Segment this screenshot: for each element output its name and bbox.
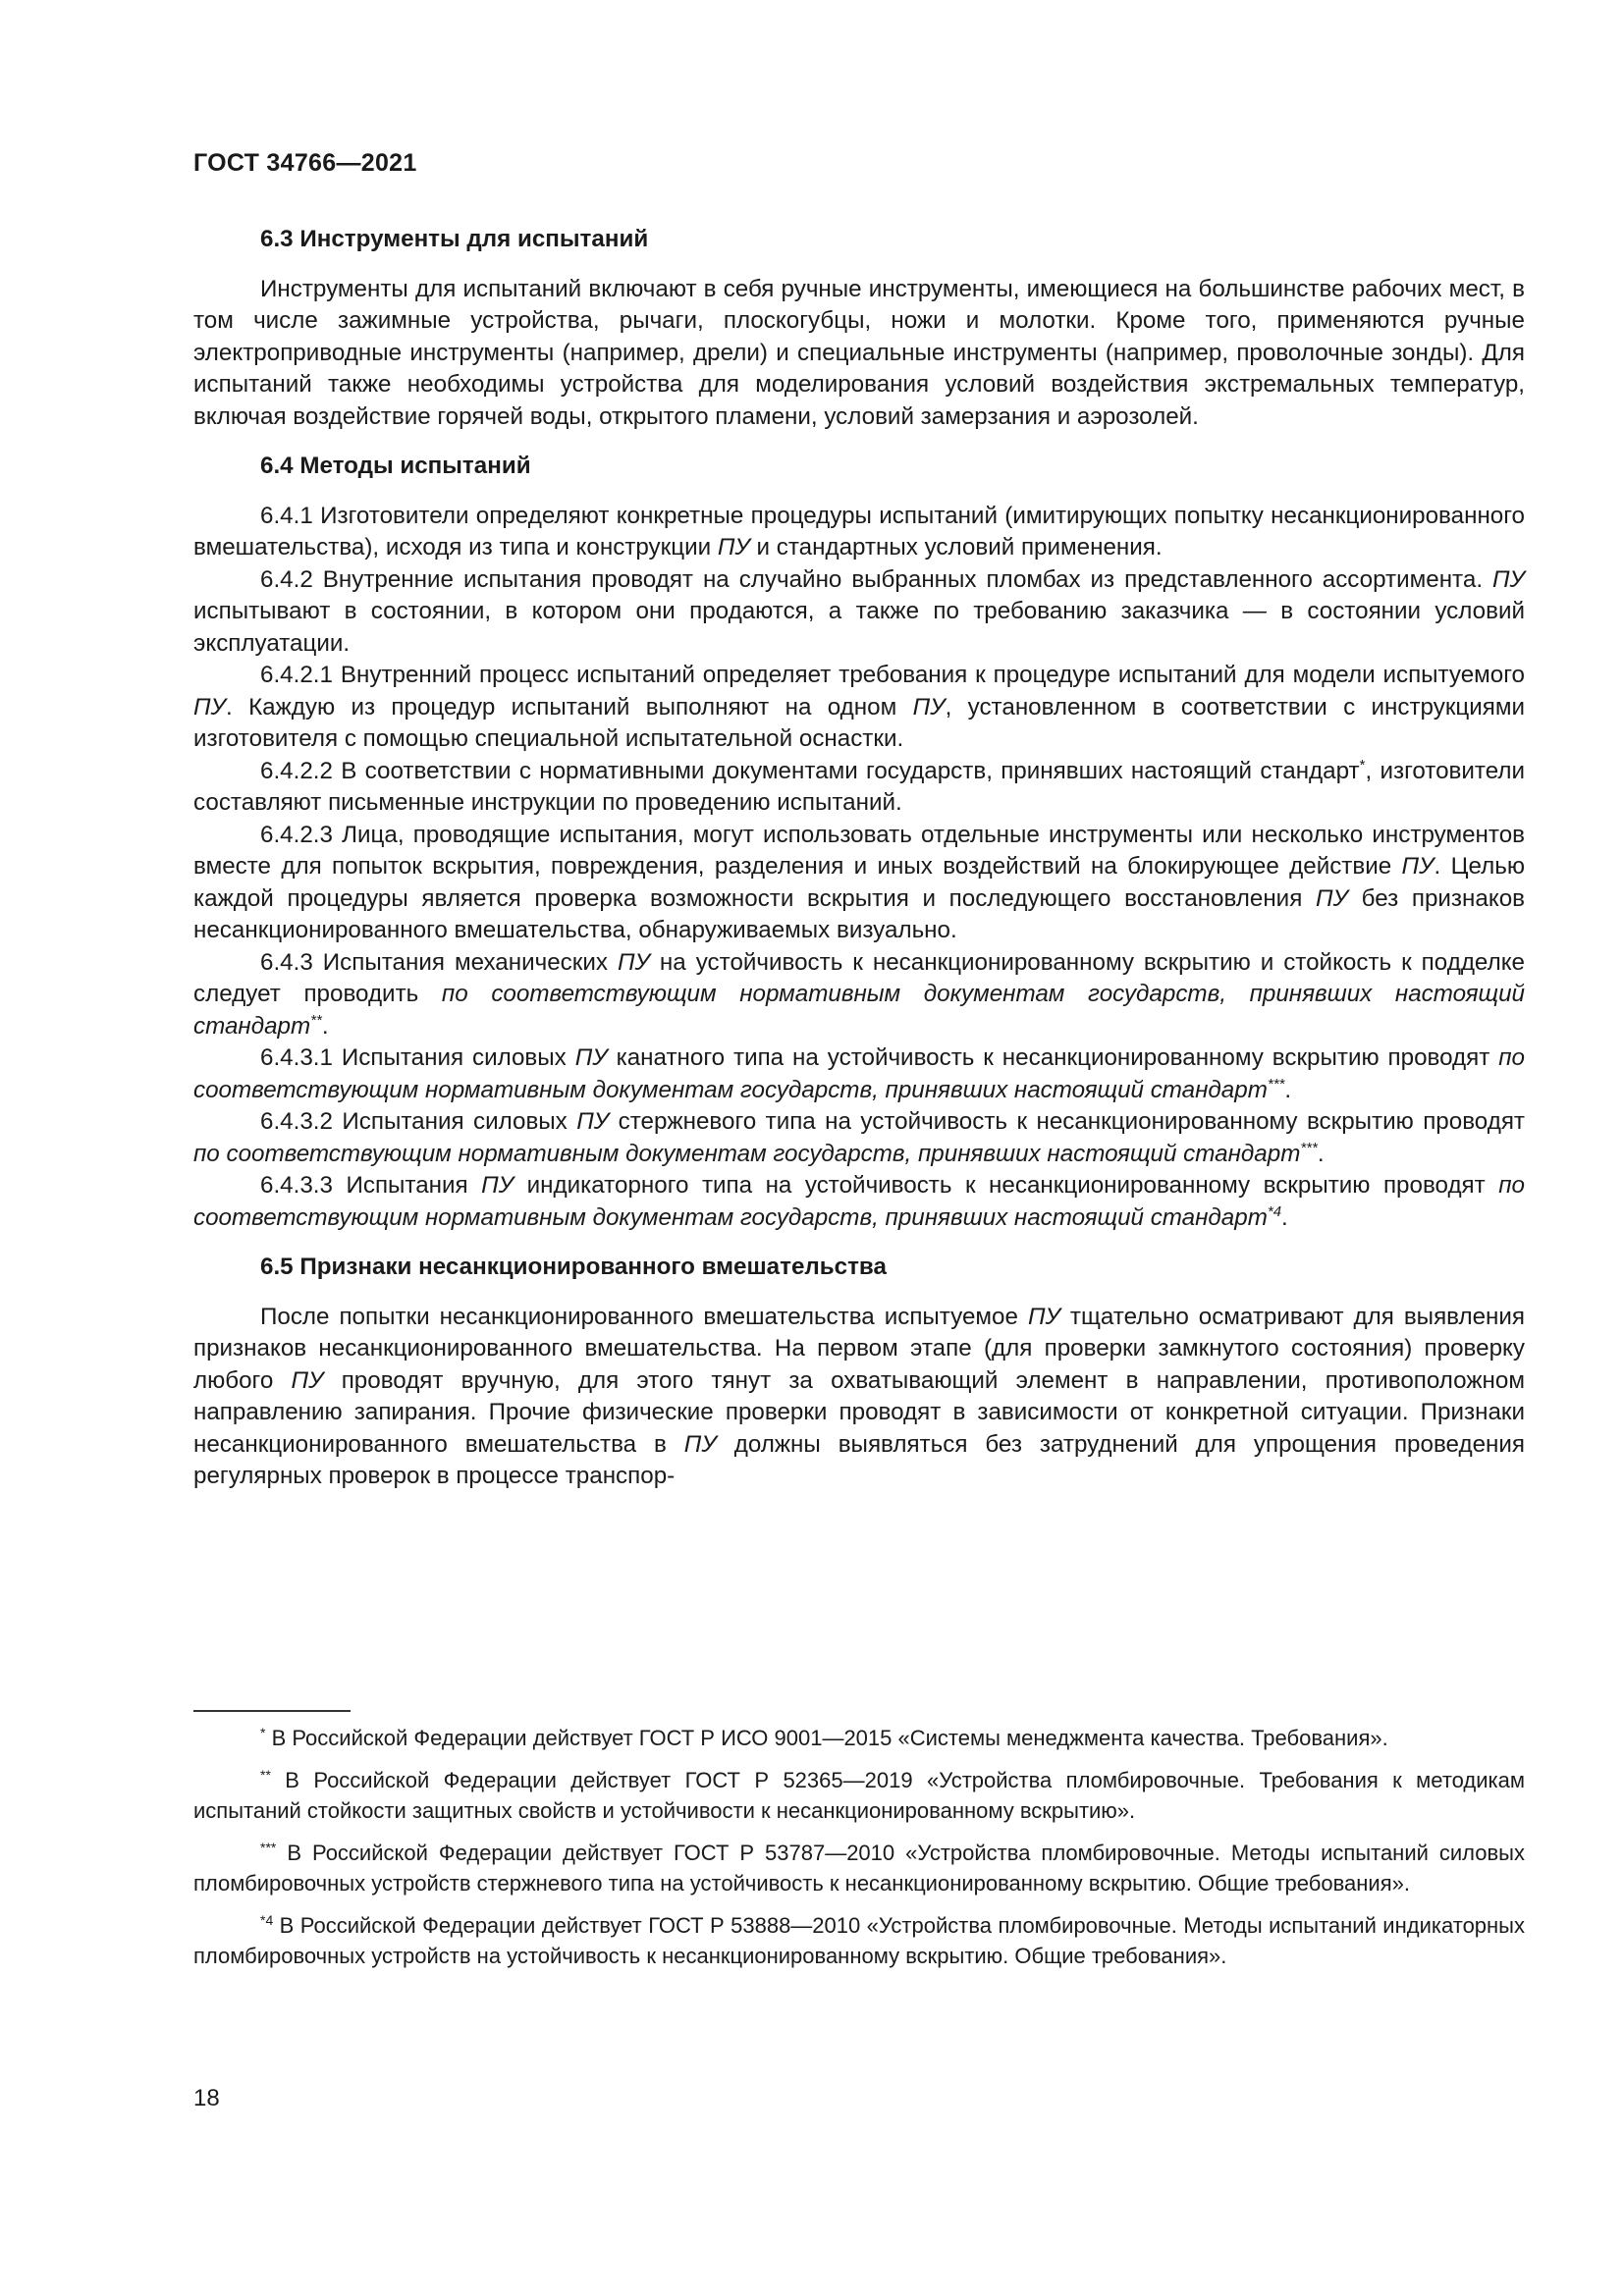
section-title-6-4: 6.4 Методы испытаний — [260, 453, 531, 479]
paragraph-6-4-2-3: 6.4.2.3 Лица, проводящие испытания, могут использовать отдельные инструменты или несколько инструментов вместе для попыток вскрытия, повреждения, разделения и иных воздействий на блокирующее действие ПУ. Целью каждой процедуры является проверка возможности вскрытия и последующего восстановления ПУ без признаков несанкционированного вмешательства, обнаруживаемых визуально. — [193, 821, 1525, 943]
body-text — [193, 224, 1525, 1493]
footnote-1: * В Российской Федерации действует ГОСТ Р ИСО 9001—2015 «Системы менеджмента качества. Требования». — [260, 1725, 1388, 1750]
footnote-ref[interactable]: ** — [310, 1011, 322, 1029]
footnotes — [193, 1723, 1525, 1983]
footnote-ref[interactable]: *4 — [1267, 1202, 1282, 1220]
paragraph-6-3: Инструменты для испытаний включают в себя ручные инструменты, имеющиеся на большинстве рабочих мест, в том числе зажимные устройства, рычаги, плоскогубцы, ножи и молотки. Кроме того, применяются ручные электроприводные инструменты (например, дрели) и специальные инструменты (например, проволочные зонды). Для испытаний также необходимы устройства для моделирования условий воздействия экстремальных температур, включая воздействие горячей воды, открытого пламени, условий замерзания и аэрозолей. — [193, 275, 1525, 430]
footnote-4: $^{*4}$ В Российской Федерации действует ГОСТ Р 53888—2010 «Устройства пломбировочные. Методы испытаний индикаторных пломбировочных устройств на устойчивость к несанкционированному вскрытию. Общие требования». — [193, 1912, 1525, 1968]
footnote-ref[interactable]: * — [1359, 756, 1366, 774]
paragraph-6-4-2: 6.4.2 Внутренние испытания проводят на случайно выбранных пломбах из представленного ассортимента. ПУ испытывают в состоянии, в котором они продаются, а также по требованию заказчика — в состоянии условий эксплуатации. — [193, 565, 1525, 657]
paragraph-6-4-1: 6.4.1 Изготовители определяют конкретные процедуры испытаний (имитирующих попытку несанкционированного вмешательства), исходя из типа и конструкции ПУ и стандартных условий применения. — [193, 502, 1525, 561]
paragraph-6-4-2-2: 6.4.2.2 В соответствии с нормативными документами государств, принявших настоящий стандарт*, изготовители составляют письменные инструкции по проведению испытаний. — [193, 756, 1525, 816]
document-page — [193, 0, 1525, 2296]
paragraph-6-4-3-1: 6.4.3.1 Испытания силовых ПУ канатного типа на устойчивость к несанкционированному вскрытию проводят по соответствующим нормативным документам государств, принявших настоящий стандарт***. — [193, 1044, 1525, 1103]
paragraph-6-4-2-1: 6.4.2.1 Внутренний процесс испытаний определяет требования к процедуре испытаний для модели испытуемого ПУ. Каждую из процедур испытаний выполняют на одном ПУ, установленном в соответствии с инструкциями изготовителя с помощью специальной испытательной оснастки. — [193, 662, 1526, 752]
paragraph-6-5: После попытки несанкционированного вмешательства испытуемое ПУ тщательно осматривают для выявления признаков несанкционированного вмешательства. На первом этапе (для проверки замкнутого состояния) проверку любого ПУ проводят вручную, для этого тянут за охватывающий элемент в направлении, противоположном направлению запирания. Прочие физические проверки проводят в зависимости от конкретной ситуации. Признаки несанкционированного вмешательства в ПУ должны выявляться без затруднений для упрощения проведения регулярных проверок в процессе транспор- — [193, 1303, 1525, 1489]
footnote-ref[interactable]: *** — [1300, 1139, 1318, 1156]
footnote-3: *** В Российской Федерации действует ГОСТ Р 53787—2010 «Устройства пломбировочные. Методы испытаний силовых пломбировочных устройств стержневого типа на устойчивость к несанкционированному вскрытию. Общие требования». — [193, 1840, 1525, 1896]
page-number: 18 — [193, 2085, 220, 2111]
paragraph-6-4-3-3: 6.4.3.3 Испытания ПУ индикаторного типа на устойчивость к несанкционированному вскрытию проводят по соответствующим нормативным документам государств, принявших настоящий стандарт$^{*4}$. — [193, 1172, 1525, 1231]
paragraph-6-4-3: 6.4.3 Испытания механических ПУ на устойчивость к несанкционированному вскрытию и стойкость к подделке следует проводить по соответствующим нормативным документам государств, принявших настоящий стандарт**. — [193, 948, 1525, 1040]
footnote-2: ** В Российской Федерации действует ГОСТ Р 52365—2019 «Устройства пломбировочные. Требования к методикам испытаний стойкости защитных свойств и устойчивости к несанкционированному вскрытию». — [193, 1767, 1525, 1823]
section-title-6-3: 6.3 Инструменты для испытаний — [260, 226, 649, 252]
footnote-ref[interactable]: *** — [1267, 1075, 1285, 1093]
paragraph-6-4-3-2: 6.4.3.2 Испытания силовых ПУ стержневого типа на устойчивость к несанкционированному вскрытию проводят по соответствующим нормативным документам государств, принявших настоящий стандарт***. — [193, 1108, 1525, 1167]
footnote-divider — [193, 1710, 351, 1712]
document-header: ГОСТ 34766—2021 — [193, 149, 417, 177]
section-title-6-5: 6.5 Признаки несанкционированного вмешательства — [260, 1254, 887, 1280]
